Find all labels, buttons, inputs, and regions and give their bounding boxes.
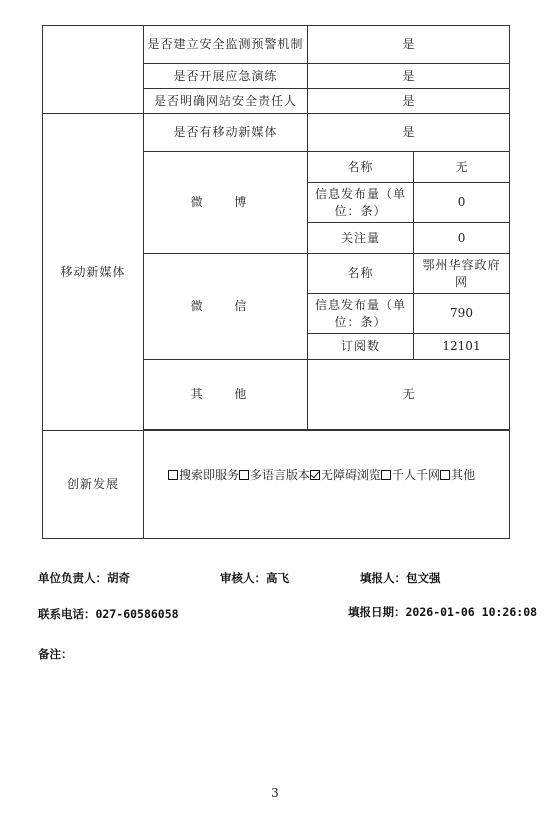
responsible-value: 是: [308, 89, 510, 114]
wechat-label: 微 信: [144, 254, 308, 360]
filler: 填报人：包文强: [360, 571, 441, 585]
monitoring-label: 是否建立安全监测预警机制: [144, 26, 308, 64]
innovation-option[interactable]: [440, 468, 475, 482]
weibo-posts-value: 0: [414, 183, 510, 223]
innovation-option[interactable]: [310, 468, 381, 482]
checkbox-empty-icon[interactable]: [381, 470, 391, 480]
checkbox-empty-icon[interactable]: [168, 470, 178, 480]
weibo-follow-label: 关注量: [308, 223, 414, 254]
drill-label: 是否开展应急演练: [144, 64, 308, 89]
table-cell-empty: [43, 26, 144, 114]
innovation-options: [144, 431, 510, 539]
page-number: 3: [271, 786, 279, 800]
checkbox-empty-icon[interactable]: [239, 470, 249, 480]
wechat-posts-value: 790: [414, 294, 510, 334]
mobile-section-label: 移动新媒体: [43, 114, 144, 431]
checkbox-checked-icon[interactable]: [310, 470, 320, 480]
weibo-name-label: 名称: [308, 152, 414, 183]
innovation-option-label: 搜索即服务: [179, 468, 240, 482]
contact-phone: 联系电话：027-60586058: [38, 607, 179, 621]
weibo-label: 微 博: [144, 152, 308, 254]
innovation-option[interactable]: [239, 468, 310, 482]
weibo-posts-label: 信息发布量（单位：条）: [308, 183, 414, 223]
innovation-checkbox-group: [168, 468, 475, 482]
innovation-option[interactable]: [381, 468, 440, 482]
wechat-subscribe-value: 12101: [414, 334, 510, 360]
drill-value: 是: [308, 64, 510, 89]
remark: 备注：: [38, 647, 73, 661]
wechat-posts-label: 信息发布量（单位：条）: [308, 294, 414, 334]
report-table: [42, 25, 510, 539]
innovation-option-label: 其他: [451, 468, 476, 482]
mobile-has-label: 是否有移动新媒体: [144, 114, 308, 152]
other-value: 无: [308, 360, 510, 430]
innovation-option-label: 多语言版本: [250, 468, 311, 482]
innovation-option-label: 千人千网: [392, 468, 441, 482]
innovation-option-label: 无障碍浏览: [321, 468, 382, 482]
wechat-name-value: 鄂州华容政府网: [414, 254, 510, 294]
wechat-name-label: 名称: [308, 254, 414, 294]
innovation-option[interactable]: [168, 468, 239, 482]
monitoring-value: 是: [308, 26, 510, 64]
wechat-subscribe-label: 订阅数: [308, 334, 414, 360]
checkbox-empty-icon[interactable]: [440, 470, 450, 480]
mobile-has-value: 是: [308, 114, 510, 152]
responsible-label: 是否明确网站安全责任人: [144, 89, 308, 114]
weibo-name-value: 无: [414, 152, 510, 183]
weibo-follow-value: 0: [414, 223, 510, 254]
unit-head: 单位负责人：胡奇: [38, 571, 130, 585]
other-label: 其 他: [144, 360, 308, 430]
reviewer: 审核人：高飞: [220, 571, 289, 585]
report-date: 填报日期：2026-01-06 10:26:08: [348, 605, 538, 619]
innovation-label: 创新发展: [43, 431, 144, 539]
